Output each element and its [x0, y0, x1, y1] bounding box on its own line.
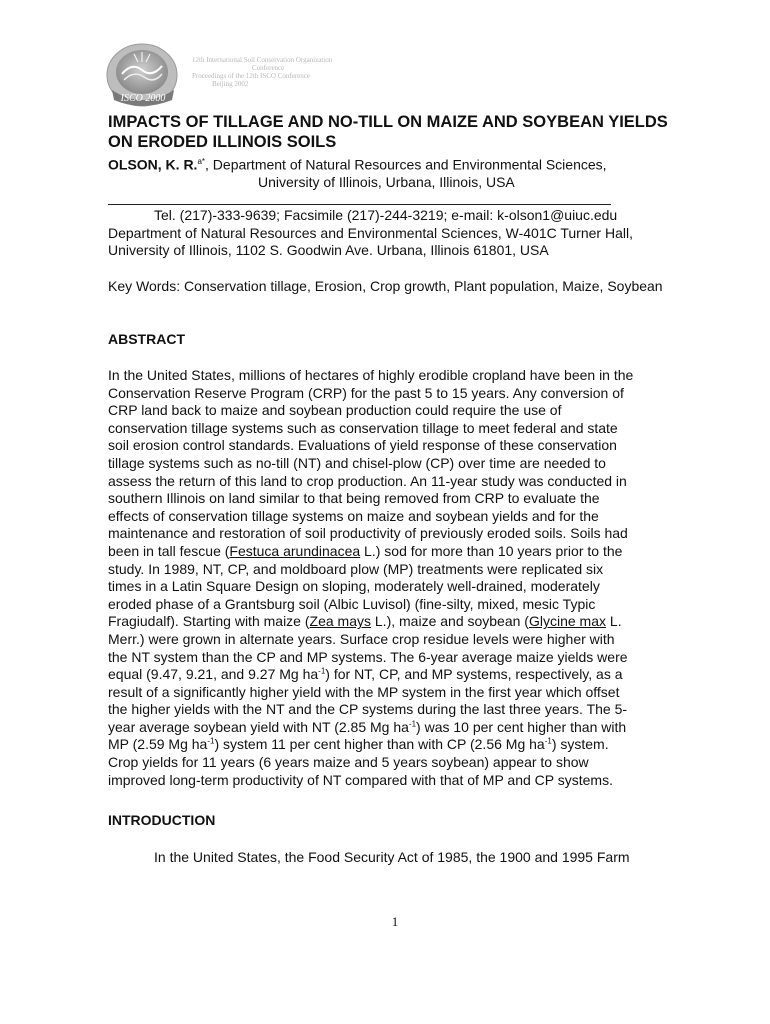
isco-logo	[104, 40, 184, 108]
species-name: Glycine max	[528, 613, 607, 630]
abstract-line: Merr.) were grown in alternate years. Surface crop residue levels were higher with	[108, 630, 615, 647]
author-affiliation: , Department of Natural Resources and Environmental Sciences,	[205, 156, 607, 173]
abstract-line: maintenance and restoration of soil productivity of previously eroded soils. Soils had	[108, 525, 628, 542]
contact-phone-email: Tel. (217)-333-9639; Facsimile (217)-244-3219; e-mail: k-olson1@uiuc.edu	[154, 207, 618, 223]
abstract-line: Conservation Reserve Program (CRP) for the past 5 to 15 years. Any conversion of	[108, 384, 624, 401]
abstract-line: CRP land back to maize and soybean production could require the use of	[108, 402, 562, 419]
abstract-line: Crop yields for 11 years (6 years maize and 5 years soybean) appear to show	[108, 754, 589, 771]
keywords: Key Words: Conservation tillage, Erosion, Crop growth, Plant population, Maize, Soybean	[108, 278, 663, 294]
abstract-heading: ABSTRACT	[108, 331, 185, 347]
abstract-line: soil erosion control standards. Evaluations of yield response of these conservation	[108, 437, 617, 454]
abstract-fragment: MP (2.59 Mg ha	[108, 736, 208, 753]
abstract-line: the NT system than the CP and MP systems. The 6-year average maize yields were	[108, 648, 628, 665]
species-name: Festuca arundinacea	[229, 542, 361, 559]
abstract-line: times in a Latin Square Design on sloping, moderately well-drained, moderately	[108, 578, 600, 595]
contact-block	[108, 207, 688, 260]
abstract-line: the higher yields with the NT and the CP systems during the last three years. The 5-	[108, 701, 628, 718]
logo-caption-line: Conference	[252, 64, 285, 72]
abstract-line	[108, 613, 688, 631]
abstract-line: improved long-term productivity of NT compared with that of MP and CP systems.	[108, 771, 613, 788]
abstract-fragment: been in tall fescue (	[108, 542, 230, 559]
logo-caption-line: Beijing 2002	[212, 80, 249, 88]
abstract-fragment: equal (9.47, 9.21, and 9.27 Mg ha	[108, 666, 319, 683]
unit-exponent: -1	[544, 736, 552, 746]
species-name: Zea mays	[309, 613, 371, 630]
unit-exponent: -1	[207, 736, 215, 746]
abstract-line: tillage systems such as no-till (NT) and chisel-plow (CP) over time are needed to	[108, 454, 606, 471]
abstract-fragment: L.) sod for more than 10 years prior to the	[360, 542, 623, 559]
paper-title: IMPACTS OF TILLAGE AND NO-TILL ON MAIZE AND SOYBEAN YIELDS ON ERODED ILLINOIS SOILS	[108, 113, 668, 151]
introduction-text: In the United States, the Food Security Act of 1985, the 1900 and 1995 Farm	[154, 849, 630, 865]
logo-caption-line: 12th International Soil Conservation Organization	[192, 56, 333, 64]
abstract-fragment: year average soybean yield with NT (2.85 Mg ha	[108, 718, 409, 735]
abstract-fragment: ) for NT, CP, and MP systems, respectively, as a	[325, 666, 623, 683]
author-block	[108, 153, 688, 192]
unit-exponent: -1	[408, 719, 417, 729]
abstract-line: southern Illinois on land similar to that being removed from CRP to evaluate the	[108, 490, 600, 507]
abstract-line: eroded phase of a Grantsburg soil (Albic Luvisol) (fine-silty, mixed, mesic Typic	[108, 595, 596, 612]
abstract-line: In the United States, millions of hectares of highly erodible cropland have been in the	[108, 367, 634, 383]
abstract-fragment: ) was 10 per cent higher than with	[416, 718, 627, 735]
abstract-line: effects of conservation tillage systems on maize and soybean yields and for the	[108, 507, 599, 524]
page-number: 1	[391, 914, 399, 929]
abstract-text	[108, 367, 688, 789]
abstract-fragment: L.	[606, 613, 622, 630]
introduction-heading: INTRODUCTION	[108, 812, 216, 828]
abstract-line	[108, 719, 688, 737]
logo-caption	[192, 56, 342, 88]
abstract-line: result of a significantly higher yield with the MP system in the first year which offset	[108, 683, 620, 700]
author-affiliation-location: University of Illinois, Urbana, Illinois, USA	[258, 174, 515, 191]
abstract-line	[108, 736, 688, 754]
abstract-line: study. In 1989, NT, CP, and moldboard plow (MP) treatments were replicated six	[108, 560, 604, 577]
abstract-fragment: ) system 11 per cent higher than with CP (2.56 Mg ha	[214, 736, 545, 753]
author-name: OLSON, K. R.	[108, 156, 198, 173]
isco-seal-icon	[104, 40, 184, 108]
separator-rule	[108, 204, 611, 205]
seal-text: ISCO 2000	[120, 93, 166, 104]
abstract-fragment: ) system.	[551, 736, 609, 753]
contact-address: University of Illinois, 1102 S. Goodwin Ave. Urbana, Illinois 61801, USA	[108, 242, 549, 258]
abstract-line	[108, 543, 688, 561]
author-superscript: a*	[197, 157, 206, 166]
abstract-line: conservation tillage systems such as conservation tillage to meet federal and state	[108, 419, 618, 436]
abstract-line	[108, 666, 688, 684]
logo-caption-line: Proceedings of the 12th ISCO Conference	[192, 72, 310, 80]
unit-exponent: -1	[318, 666, 326, 676]
abstract-fragment: Fragiudalf). Starting with maize (	[108, 613, 310, 630]
contact-department: Department of Natural Resources and Environmental Sciences, W-401C Turner Hall,	[108, 224, 633, 241]
abstract-fragment: L.), maize and soybean (	[371, 613, 529, 630]
abstract-line: assess the return of this land to crop production. An 11-year study was conducted in	[108, 472, 627, 489]
